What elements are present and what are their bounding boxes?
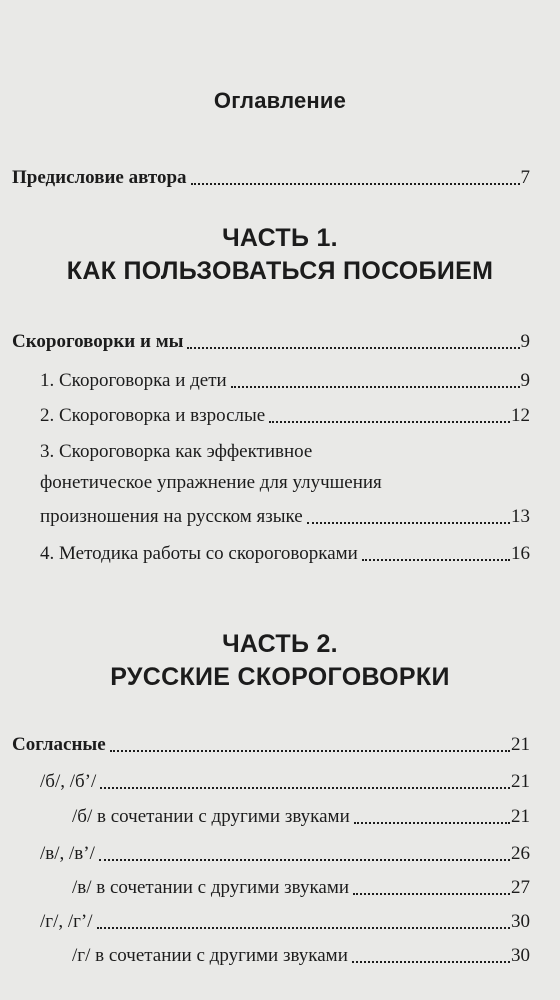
dot-leader xyxy=(353,893,510,895)
dot-leader xyxy=(99,859,510,861)
toc-entry-multiline-top xyxy=(40,436,382,498)
entry-label: 4. Методика работы со скороговорками xyxy=(40,543,358,564)
dot-leader xyxy=(191,183,520,185)
entry-page: 12 xyxy=(511,405,530,426)
dot-leader xyxy=(362,559,510,561)
entry-page: 21 xyxy=(511,806,530,827)
toc-entry[interactable] xyxy=(40,842,530,866)
entry-page: 30 xyxy=(511,945,530,966)
entry-label: 1. Скороговорка и дети xyxy=(40,370,227,391)
dot-leader xyxy=(269,421,510,423)
entry-label-line: 3. Скороговорка как эффективное xyxy=(40,441,313,462)
dot-leader xyxy=(352,961,510,963)
entry-label: /в/, /в’/ xyxy=(40,843,95,864)
entry-label: 2. Скороговорка и взрослые xyxy=(40,405,266,426)
entry-label: /б/, /б’/ xyxy=(40,771,97,792)
toc-entry[interactable] xyxy=(40,505,530,529)
entry-page: 21 xyxy=(511,771,530,792)
dot-leader xyxy=(307,522,510,524)
entry-page: 9 xyxy=(520,331,530,352)
entry-label: Скороговорки и мы xyxy=(12,331,184,352)
entry-page: 9 xyxy=(520,370,530,391)
entry-label: /в/ в сочетании с другими звуками xyxy=(72,877,350,898)
entry-page: 30 xyxy=(511,911,530,932)
entry-label-line: фонетическое упражнение для улучшения xyxy=(40,472,382,493)
part1-number: ЧАСТЬ 1. xyxy=(222,224,338,252)
dot-leader xyxy=(100,787,510,789)
part1-heading xyxy=(0,222,560,288)
part1-title: КАК ПОЛЬЗОВАТЬСЯ ПОСОБИЕМ xyxy=(66,257,494,285)
toc-entry[interactable] xyxy=(40,404,530,428)
entry-label: Согласные xyxy=(12,734,106,755)
dot-leader xyxy=(354,822,510,824)
toc-entry[interactable] xyxy=(72,944,530,968)
dot-leader xyxy=(110,750,510,752)
entry-label: /г/, /г’/ xyxy=(40,911,93,932)
toc-entry[interactable] xyxy=(72,876,530,900)
toc-entry[interactable] xyxy=(72,805,530,829)
toc-entry-section[interactable] xyxy=(12,330,530,354)
entry-label: произношения на русском языке xyxy=(40,506,303,527)
entry-label: /б/ в сочетании с другими звуками xyxy=(72,806,350,827)
dot-leader xyxy=(97,927,510,929)
entry-page: 16 xyxy=(511,543,530,564)
entry-page: 26 xyxy=(511,843,530,864)
entry-page: 21 xyxy=(511,734,530,755)
toc-entry[interactable] xyxy=(40,770,530,794)
toc-entry[interactable] xyxy=(40,910,530,934)
dot-leader xyxy=(231,386,520,388)
entry-label: Предисловие автора xyxy=(12,167,187,188)
toc-title: Оглавление xyxy=(213,88,347,113)
toc-entry-section[interactable] xyxy=(12,733,530,757)
entry-label: /г/ в сочетании с другими звуками xyxy=(72,945,348,966)
part2-heading xyxy=(0,628,560,694)
part2-title: РУССКИЕ СКОРОГОВОРКИ xyxy=(110,663,450,691)
entry-page: 13 xyxy=(511,506,530,527)
toc-entry-preface[interactable] xyxy=(12,166,530,190)
entry-page: 7 xyxy=(520,167,530,188)
part2-number: ЧАСТЬ 2. xyxy=(222,630,338,658)
entry-page: 27 xyxy=(511,877,530,898)
dot-leader xyxy=(187,347,519,349)
toc-entry[interactable] xyxy=(40,542,530,566)
toc-entry[interactable] xyxy=(40,369,530,393)
